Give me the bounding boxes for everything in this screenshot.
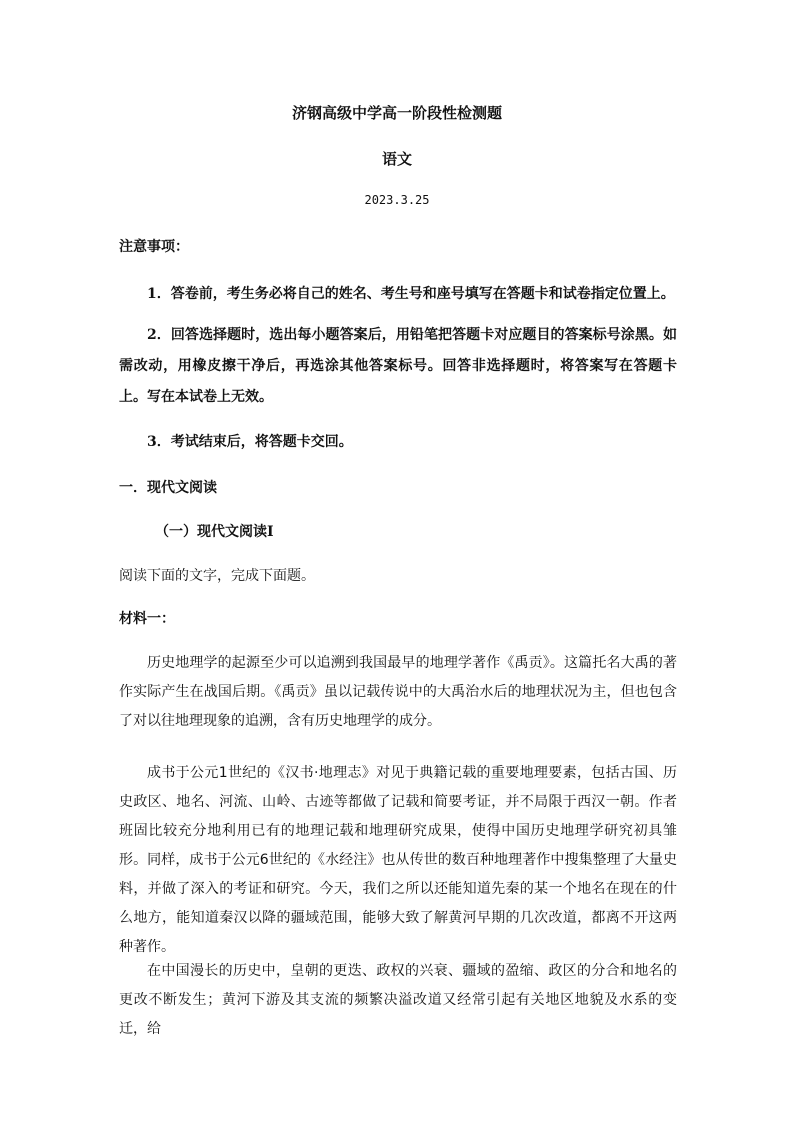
material-label: 材料一：: [119, 611, 175, 627]
note-item-2: 2．回答选择题时，选出每小题答案后，用铅笔把答题卡对应题目的答案标号涂黑。如需改动，用橡皮擦干净后，再选涂其他答案标号。回答非选择题时，将答案写在答题卡上。写在本试卷上无效。: [119, 327, 677, 405]
section-title: 一．现代文阅读: [119, 480, 217, 496]
material-paragraph-1: 历史地理学的起源至少可以追溯到我国最早的地理学著作《禹贡》。这篇托名大禹的著作实际产生在战国后期。《禹贡》虽以记载传说中的大禹治水后的地理状况为主，但也包含了对以往地理现象的追溯，含有历史地理学的成分。: [119, 655, 677, 729]
material-paragraph-3: 在中国漫长的历史中，皇朝的更迭、政权的兴衰、疆域的盈缩、政区的分合和地名的更改不断发生；黄河下游及其支流的频繁决溢改道又经常引起有关地区地貌及水系的变迁，给: [119, 963, 677, 1037]
material-paragraph-2: 成书于公元1世纪的《汉书·地理志》对见于典籍记载的重要地理要素，包括古国、历史政区、地名、河流、山岭、古迹等都做了记载和简要考证，并不局限于西汉一朝。作者班固比较充分地利用已有的地理记载和地理研究成果，使得中国历史地理学研究初具雏形。同样，成书于公元6世纪的《水经注》也从传世的数百种地理著作中搜集整理了大量史料，并做了深入的考证和研究。今天，我们之所以还能知道先秦的某一个地名在现在的什么地方，能知道秦汉以降的疆域范围，能够大致了解黄河早期的几次改道，都离不开这两种著作。: [119, 765, 677, 955]
exam-title: 济钢高级中学高一阶段性检测题: [291, 104, 502, 122]
exam-date: 2023.3.25: [364, 193, 430, 207]
exam-subject: 语文: [381, 150, 412, 168]
reading-instruction: 阅读下面的文字，完成下面题。: [119, 568, 315, 584]
note-item-3: 3．考试结束后，将答题卡交回。: [147, 434, 353, 450]
notes-heading: 注意事项：: [119, 239, 189, 255]
note-item-1: 1．答卷前，考生务必将自己的姓名、考生号和座号填写在答题卡和试卷指定位置上。: [147, 286, 675, 302]
subsection-title: （一）现代文阅读Ⅰ: [155, 524, 274, 540]
